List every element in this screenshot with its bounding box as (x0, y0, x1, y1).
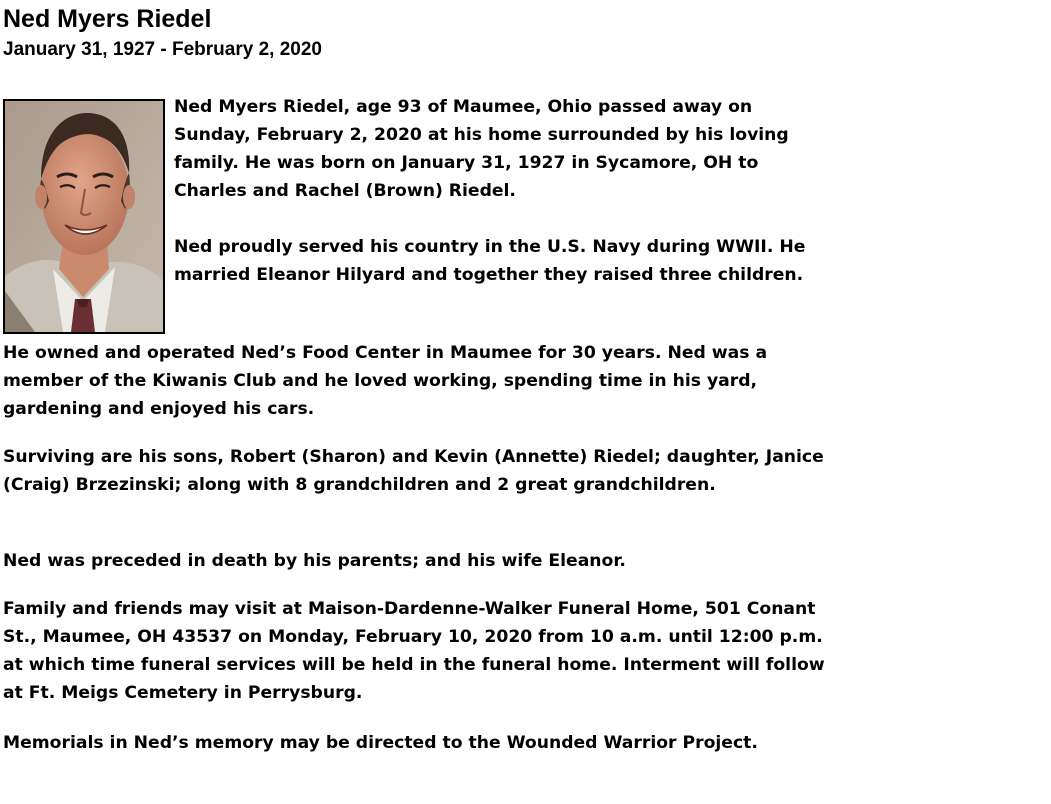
obituary-paragraph-intro: Ned Myers Riedel, age 93 of Maumee, Ohio passed away on Sunday, February 2, 2020 at his home surrounded by his loving family. He was born on January 31, 1927 in Sycamore, OH to Charles and Rachel (Brown) Riedel. (174, 97, 789, 201)
life-dates: January 31, 1927 - February 2, 2020 (3, 39, 322, 60)
obituary-paragraph-survivors: Surviving are his sons, Robert (Sharon) and Kevin (Annette) Riedel; daughter, Janice (Craig) Brzezinski; along with 8 grandchildren and 2 great grandchildren. (3, 447, 824, 495)
portrait-photo (3, 99, 165, 334)
obituary-paragraph-career: He owned and operated Ned’s Food Center in Maumee for 30 years. Ned was a member of the Kiwanis Club and he loved working, spending time in his yard, gardening and enjoyed his cars. (3, 343, 768, 419)
portrait-photo-icon (5, 101, 163, 332)
obituary-paragraph-service: Ned proudly served his country in the U.S. Navy during WWII. He married Eleanor Hilyard and together they raised three children. (174, 237, 806, 285)
obituary-paragraph-memorials: Memorials in Ned’s memory may be directed to the Wounded Warrior Project. (3, 733, 758, 753)
obituary-paragraph-preceded: Ned was preceded in death by his parents; and his wife Eleanor. (3, 551, 626, 571)
deceased-name: Ned Myers Riedel (3, 5, 212, 33)
obituary-paragraph-visitation: Family and friends may visit at Maison-Dardenne-Walker Funeral Home, 501 Conant St., Maumee, OH 43537 on Monday, February 10, 2020 from 10 a.m. until 12:00 p.m. at which time funeral services will be held in the funeral home. Interment will follow at Ft. Meigs Cemetery in Perrysburg. (3, 599, 825, 703)
